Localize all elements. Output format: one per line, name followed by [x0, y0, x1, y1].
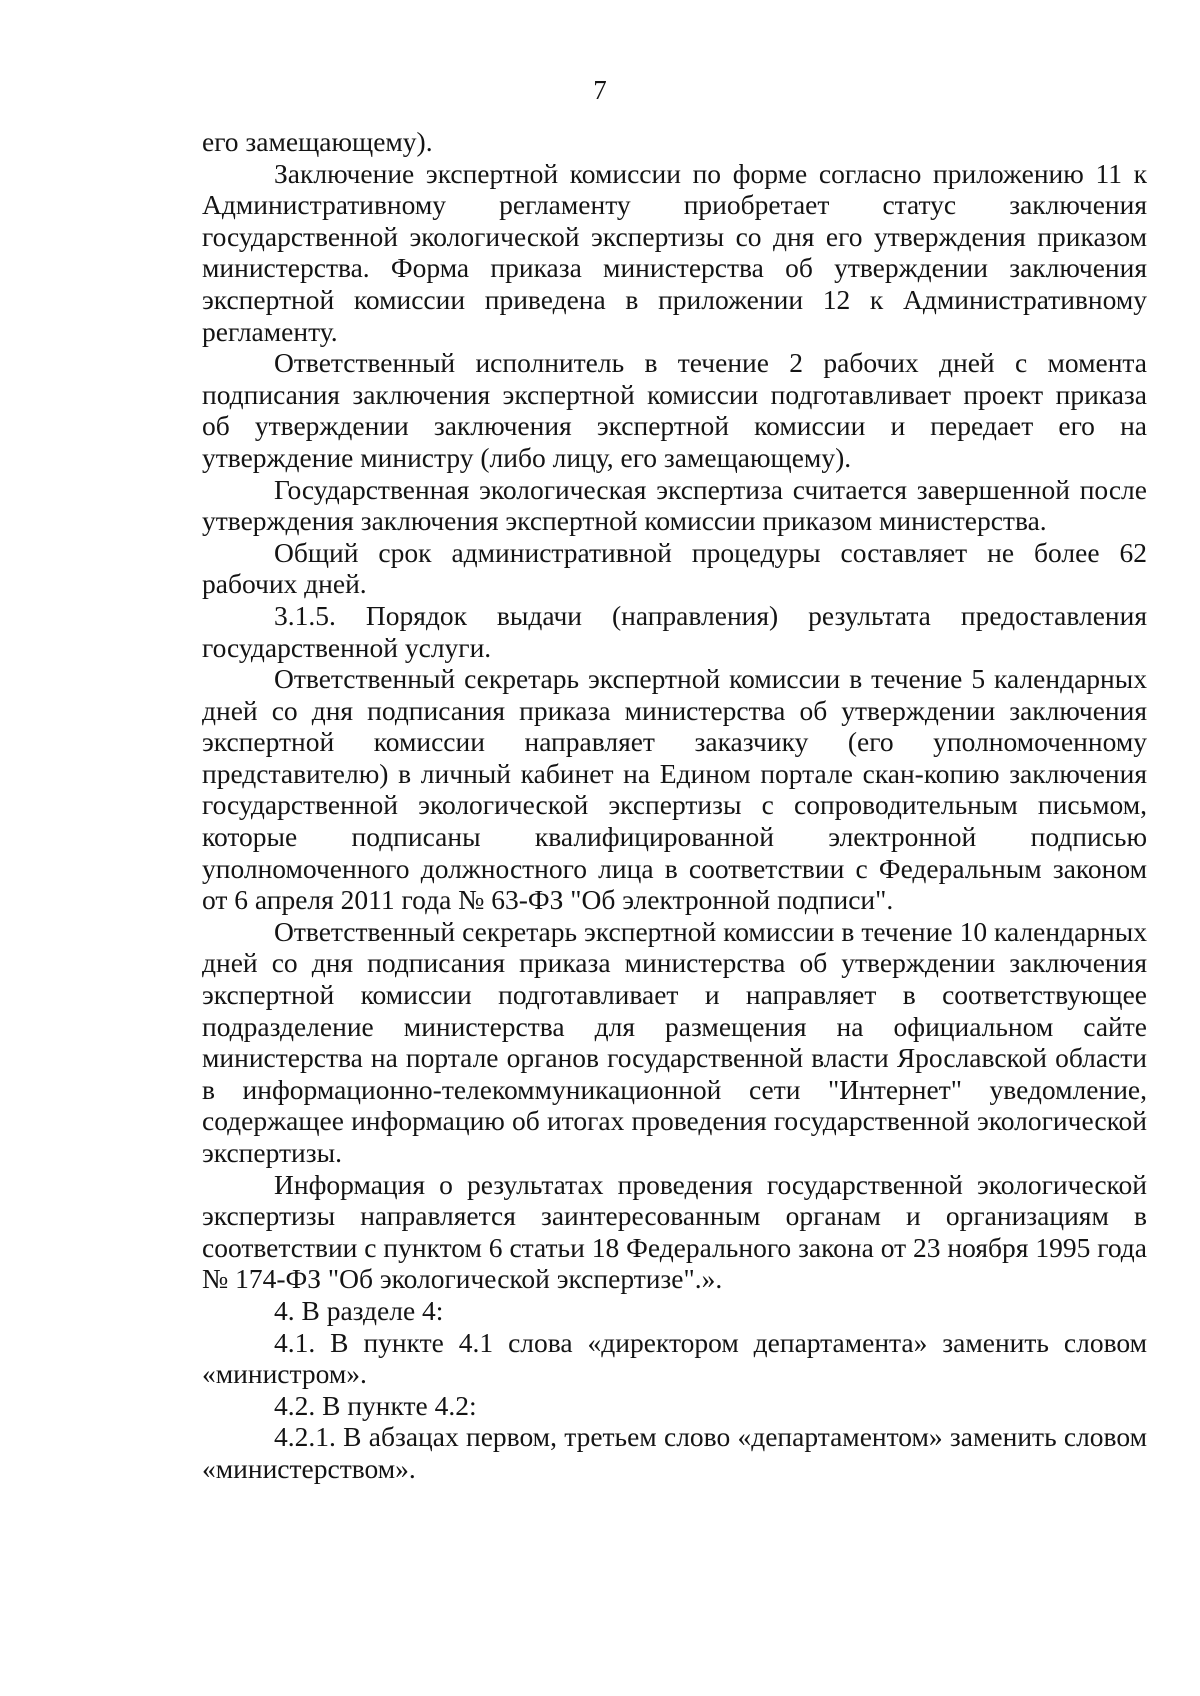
paragraph-notification-publication: Ответственный секретарь экспертной комиссии в течение 10 календарных дней со дня подписания приказа министерства об утверждении заключения экспертной комиссии подготавливает и направляет в соответствующее подразделение министерства для размещения на официальном сайте министерства на портале органов государственной власти Ярославской области в информационно-телекоммуникационной сети "Интернет" уведомление, содержащее информацию об итогах проведения государственной экологической экспертизы.: [202, 915, 1147, 1168]
paragraph-results-information: Информация о результатах проведения государственной экологической экспертизы направляется заинтересованным органам и организациям в соответствии с пунктом 6 статьи 18 Федерального закона от 23 ноября 1995 года № 174-ФЗ "Об экологической экспертизе".».: [202, 1168, 1147, 1295]
paragraph-section-heading-3-1-5: 3.1.5. Порядок выдачи (направления) результата предоставления государственной услуги.: [202, 599, 1147, 663]
paragraph-sending-scan-copy: Ответственный секретарь экспертной комиссии в течение 5 календарных дней со дня подписания приказа министерства об утверждении заключения экспертной комиссии направляет заказчику (его уполномоченному представителю) в личный кабинет на Едином портале скан-копию заключения государственной экологической экспертизы с сопроводительным письмом, которые подписаны квалифицированной электронной подписью уполномоченного должностного лица в соответствии с Федеральным законом от 6 апреля 2011 года № 63-ФЗ "Об электронной подписи".: [202, 663, 1147, 916]
paragraph-item-4-2: 4.2. В пункте 4.2:: [274, 1389, 477, 1421]
paragraph-item-4-2-1: 4.2.1. В абзацах первом, третьем слово «департаментом» заменить словом «министерством».: [202, 1421, 1147, 1484]
paragraph-expert-conclusion-status: Заключение экспертной комиссии по форме согласно приложению 11 к Административному регламенту приобретает статус заключения государственной экологической экспертизы со дня его утверждения приказом министерства. Форма приказа министерства об утверждении заключения экспертной комиссии приведена в приложении 12 к Административному регламенту.: [202, 157, 1147, 347]
paragraph-order-preparation: Ответственный исполнитель в течение 2 рабочих дней с момента подписания заключения экспертной комиссии подготавливает проект приказа об утверждении заключения экспертной комиссии и передает его на утверждение министру (либо лицу, его замещающему).: [202, 347, 1147, 473]
paragraph-expertise-completion: Государственная экологическая экспертиза считается завершенной после утверждения заключения экспертной комиссии приказом министерства.: [202, 473, 1147, 537]
document-body: [202, 126, 1147, 1485]
paragraph-item-4-1: 4.1. В пункте 4.1 слова «директором департамента» заменить словом «министром».: [202, 1326, 1147, 1390]
page-number: 7: [593, 75, 607, 105]
paragraph-procedure-duration: Общий срок административной процедуры составляет не более 62 рабочих дней.: [202, 536, 1147, 600]
paragraph-item-4: 4. В разделе 4:: [274, 1294, 444, 1326]
paragraph-continuation: его замещающему).: [202, 126, 433, 157]
